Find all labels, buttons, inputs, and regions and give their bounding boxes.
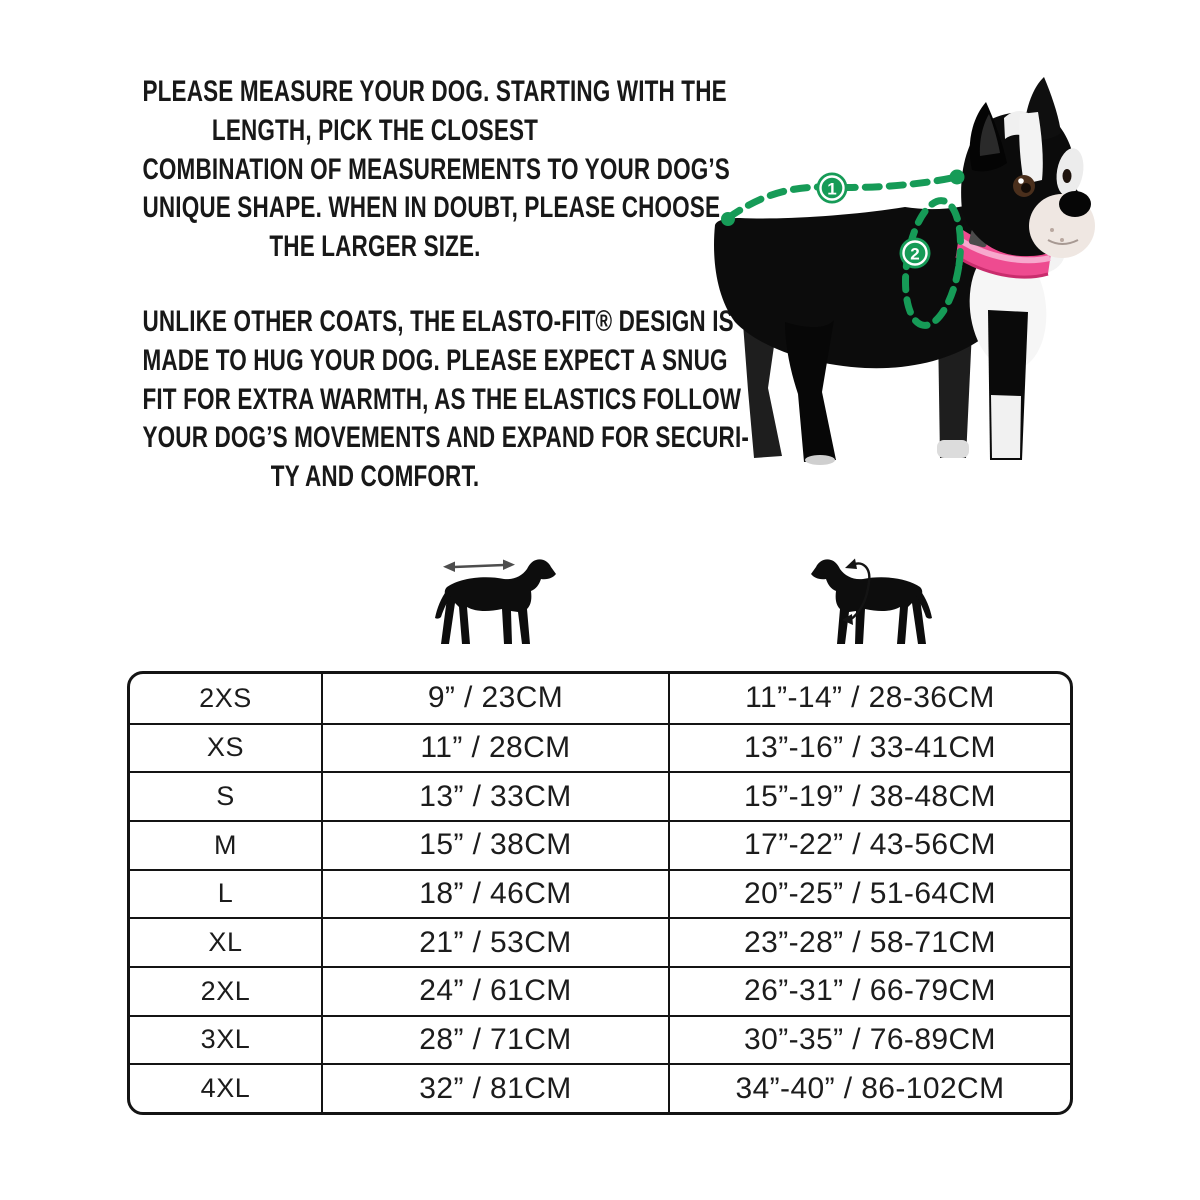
dog-nose (1059, 191, 1091, 217)
measure-line-end-dot (950, 170, 965, 185)
intro-line: LENGTH, PICK THE CLOSEST (211, 113, 539, 147)
size-cell: M (213, 829, 238, 860)
intro-paragraph-2 (142, 303, 749, 497)
muzzle-freckle (1060, 238, 1064, 242)
length-cell: 18” / 46CM (321, 871, 668, 918)
dog-silhouette (441, 559, 556, 644)
table-row (130, 723, 1070, 772)
size-cell: 4XL (200, 1073, 251, 1104)
table-row (130, 820, 1070, 869)
measure-line-start-dot (721, 212, 735, 226)
muzzle-freckle (1050, 228, 1054, 232)
table-row (130, 917, 1070, 966)
intro-line: FIT FOR EXTRA WARMTH, AS THE ELASTICS FOLLOW (142, 382, 742, 416)
badge-2-number: 2 (910, 244, 920, 264)
length-cell: 9” / 23CM (321, 674, 668, 723)
table-row (130, 869, 1070, 918)
size-cell: XL (208, 927, 243, 958)
intro-line: YOUR DOG’S MOVEMENTS AND EXPAND FOR SECURI- (142, 421, 749, 455)
length-cell: 24” / 61CM (321, 968, 668, 1015)
girth-cell: 13”-16” / 33-41CM (668, 725, 1070, 772)
table-row (130, 674, 1070, 723)
length-cell: 13” / 33CM (321, 773, 668, 820)
dog-pupil (1021, 183, 1031, 193)
intro-line: THE LARGER SIZE. (269, 230, 481, 264)
dog-photo (690, 60, 1150, 480)
dog-blaze (1019, 112, 1043, 184)
length-cell: 28” / 71CM (321, 1017, 668, 1064)
length-cell: 21” / 53CM (321, 919, 668, 966)
size-cell: XS (206, 732, 245, 763)
table-row (130, 966, 1070, 1015)
size-cell: 2XL (200, 975, 251, 1006)
table-row (130, 771, 1070, 820)
girth-dog-icon (795, 552, 935, 652)
girth-cell: 11”-14” / 28-36CM (668, 674, 1070, 723)
measure-badge-2 (900, 238, 931, 269)
girth-cell: 30”-35” / 76-89CM (668, 1017, 1070, 1064)
length-dog-icon (432, 552, 567, 652)
dog-far-paw (937, 440, 969, 458)
size-cell: 3XL (200, 1024, 251, 1055)
intro-line: MADE TO HUG YOUR DOG. PLEASE EXPECT A SNUG (142, 343, 728, 377)
table-row (130, 1063, 1070, 1112)
dog-far-eye (1063, 169, 1072, 183)
badge-1-number: 1 (827, 179, 837, 199)
girth-cell: 26”-31” / 66-79CM (668, 968, 1070, 1015)
intro-line: UNIQUE SHAPE. WHEN IN DOUBT, PLEASE CHOOSE (142, 191, 721, 225)
dog-front-paw (991, 395, 1021, 458)
size-cell: 2XS (199, 682, 252, 713)
measure-badge-1 (817, 173, 848, 204)
dog-eye-glint (1018, 178, 1024, 184)
intro-line: UNLIKE OTHER COATS, THE ELASTO-FIT® DESIGN IS (142, 305, 734, 338)
girth-cell: 34”-40” / 86-102CM (668, 1065, 1070, 1112)
length-cell: 11” / 28CM (321, 725, 668, 772)
table-row (130, 1015, 1070, 1064)
girth-cell: 15”-19” / 38-48CM (668, 773, 1070, 820)
size-cell: S (216, 781, 235, 812)
length-cell: 32” / 81CM (321, 1065, 668, 1112)
intro-line: TY AND COMFORT. (270, 460, 480, 494)
dog-near-hind-leg (785, 320, 836, 462)
length-arrow-icon (443, 560, 515, 573)
intro-line: PLEASE MEASURE YOUR DOG. STARTING WITH THE (142, 75, 727, 108)
length-cell: 15” / 38CM (321, 822, 668, 869)
intro-paragraph-1 (142, 73, 730, 267)
girth-cell: 17”-22” / 43-56CM (668, 822, 1070, 869)
intro-line: COMBINATION OF MEASUREMENTS TO YOUR DOG’S (142, 152, 730, 186)
girth-cell: 20”-25” / 51-64CM (668, 871, 1070, 918)
dog-hind-paw (805, 455, 835, 465)
size-table (127, 671, 1073, 1115)
girth-cell: 23”-28” / 58-71CM (668, 919, 1070, 966)
size-cell: L (217, 878, 234, 909)
